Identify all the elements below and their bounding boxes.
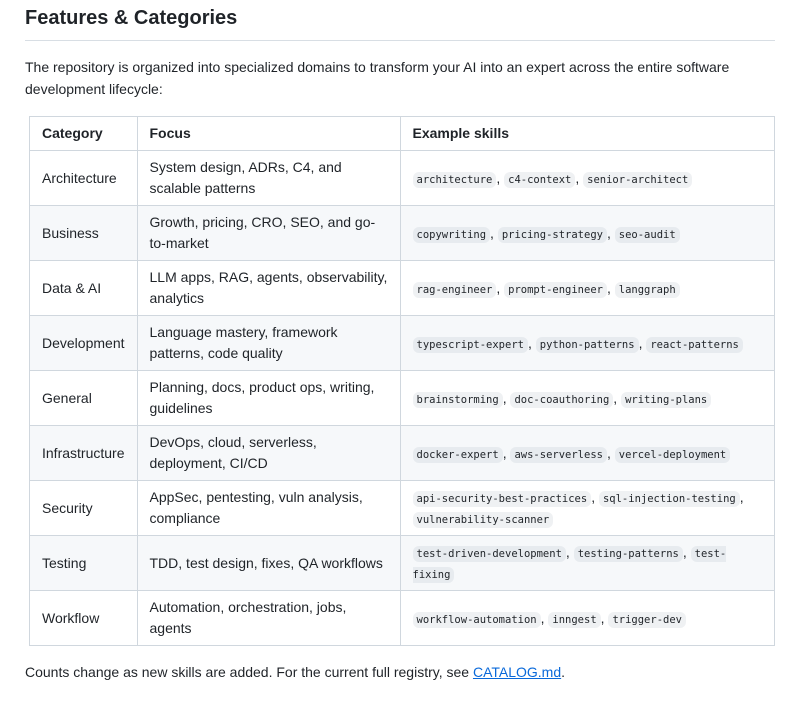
skill-badge: api-security-best-practices [413, 491, 592, 507]
skill-badge: typescript-expert [413, 337, 528, 353]
skill-badge: react-patterns [646, 337, 743, 353]
category-cell: Architecture [30, 151, 138, 206]
skill-badge: workflow-automation [413, 612, 541, 628]
skill-badge: trigger-dev [608, 612, 686, 628]
features-table [29, 116, 775, 646]
footer-note [25, 662, 775, 683]
column-header-example-skills: Example skills [400, 117, 774, 151]
skill-badge: prompt-engineer [504, 282, 607, 298]
category-cell: Data & AI [30, 261, 138, 316]
focus-cell: LLM apps, RAG, agents, observability, analytics [137, 261, 400, 316]
skill-badge: langgraph [615, 282, 680, 298]
skills-cell: test-driven-development , testing-patterns , test-fixing [400, 536, 774, 591]
table-row [30, 481, 775, 536]
skill-badge: vercel-deployment [615, 447, 730, 463]
skill-badge: python-patterns [536, 337, 639, 353]
skill-badge: vulnerability-scanner [413, 512, 554, 528]
category-cell: Business [30, 206, 138, 261]
focus-cell: Language mastery, framework patterns, code quality [137, 316, 400, 371]
skills-cell: rag-engineer , prompt-engineer , langgraph [400, 261, 774, 316]
category-cell: Workflow [30, 591, 138, 646]
table-row [30, 206, 775, 261]
category-cell: Development [30, 316, 138, 371]
intro-text: The repository is organized into specialized domains to transform your AI into an expert across the entire software development lifecycle: [25, 59, 730, 97]
category-cell: Testing [30, 536, 138, 591]
column-header-category: Category [30, 117, 138, 151]
table-row [30, 151, 775, 206]
footer-text-before: Counts change as new skills are added. For the current full registry, see [25, 664, 473, 681]
page-title: Features & Categories [25, 6, 775, 41]
skill-badge: pricing-strategy [498, 227, 607, 243]
focus-cell: Growth, pricing, CRO, SEO, and go-to-market [137, 206, 400, 261]
category-cell: General [30, 371, 138, 426]
skills-cell: workflow-automation , inngest , trigger-dev [400, 591, 774, 646]
skills-cell: brainstorming , doc-coauthoring , writing-plans [400, 371, 774, 426]
skill-badge: brainstorming [413, 392, 503, 408]
skill-badge: seo-audit [615, 227, 680, 243]
footer-text-after: . [561, 664, 566, 681]
skill-badge: sql-injection-testing [599, 491, 740, 507]
skills-cell: copywriting , pricing-strategy , seo-audit [400, 206, 774, 261]
focus-cell: DevOps, cloud, serverless, deployment, CI/CD [137, 426, 400, 481]
skill-badge: aws-serverless [510, 447, 607, 463]
table-row [30, 371, 775, 426]
skill-badge: test-driven-development [413, 546, 566, 562]
skills-cell: api-security-best-practices , sql-injection-testing , vulnerability-scanner [400, 481, 774, 536]
table-row [30, 316, 775, 371]
table-header [30, 117, 775, 151]
table-row [30, 426, 775, 481]
skills-cell: typescript-expert , python-patterns , react-patterns [400, 316, 774, 371]
focus-cell: TDD, test design, fixes, QA workflows [137, 536, 400, 591]
category-cell: Security [30, 481, 138, 536]
table-row [30, 261, 775, 316]
skill-badge: senior-architect [583, 172, 692, 188]
table-body [30, 151, 775, 646]
focus-cell: Automation, orchestration, jobs, agents [137, 591, 400, 646]
skills-cell: docker-expert , aws-serverless , vercel-deployment [400, 426, 774, 481]
skill-badge: test-fixing [412, 548, 727, 582]
focus-cell: System design, ADRs, C4, and scalable patterns [137, 151, 400, 206]
skill-badge: architecture [413, 172, 497, 188]
table-row [30, 536, 775, 591]
skill-badge: copywriting [413, 227, 491, 243]
skill-badge: rag-engineer [413, 282, 497, 298]
column-header-focus: Focus [137, 117, 400, 151]
focus-cell: Planning, docs, product ops, writing, guidelines [137, 371, 400, 426]
skill-badge: inngest [548, 612, 600, 628]
skill-badge: writing-plans [621, 392, 711, 408]
skill-badge: c4-context [504, 172, 575, 188]
skill-badge: doc-coauthoring [510, 392, 613, 408]
skill-badge: testing-patterns [574, 546, 683, 562]
focus-cell: AppSec, pentesting, vuln analysis, compliance [137, 481, 400, 536]
table-row [30, 591, 775, 646]
header-row [30, 117, 775, 151]
skills-cell: architecture , c4-context , senior-architect [400, 151, 774, 206]
catalog-link[interactable]: CATALOG.md [472, 664, 562, 681]
category-cell: Infrastructure [30, 426, 138, 481]
skill-badge: docker-expert [413, 447, 503, 463]
